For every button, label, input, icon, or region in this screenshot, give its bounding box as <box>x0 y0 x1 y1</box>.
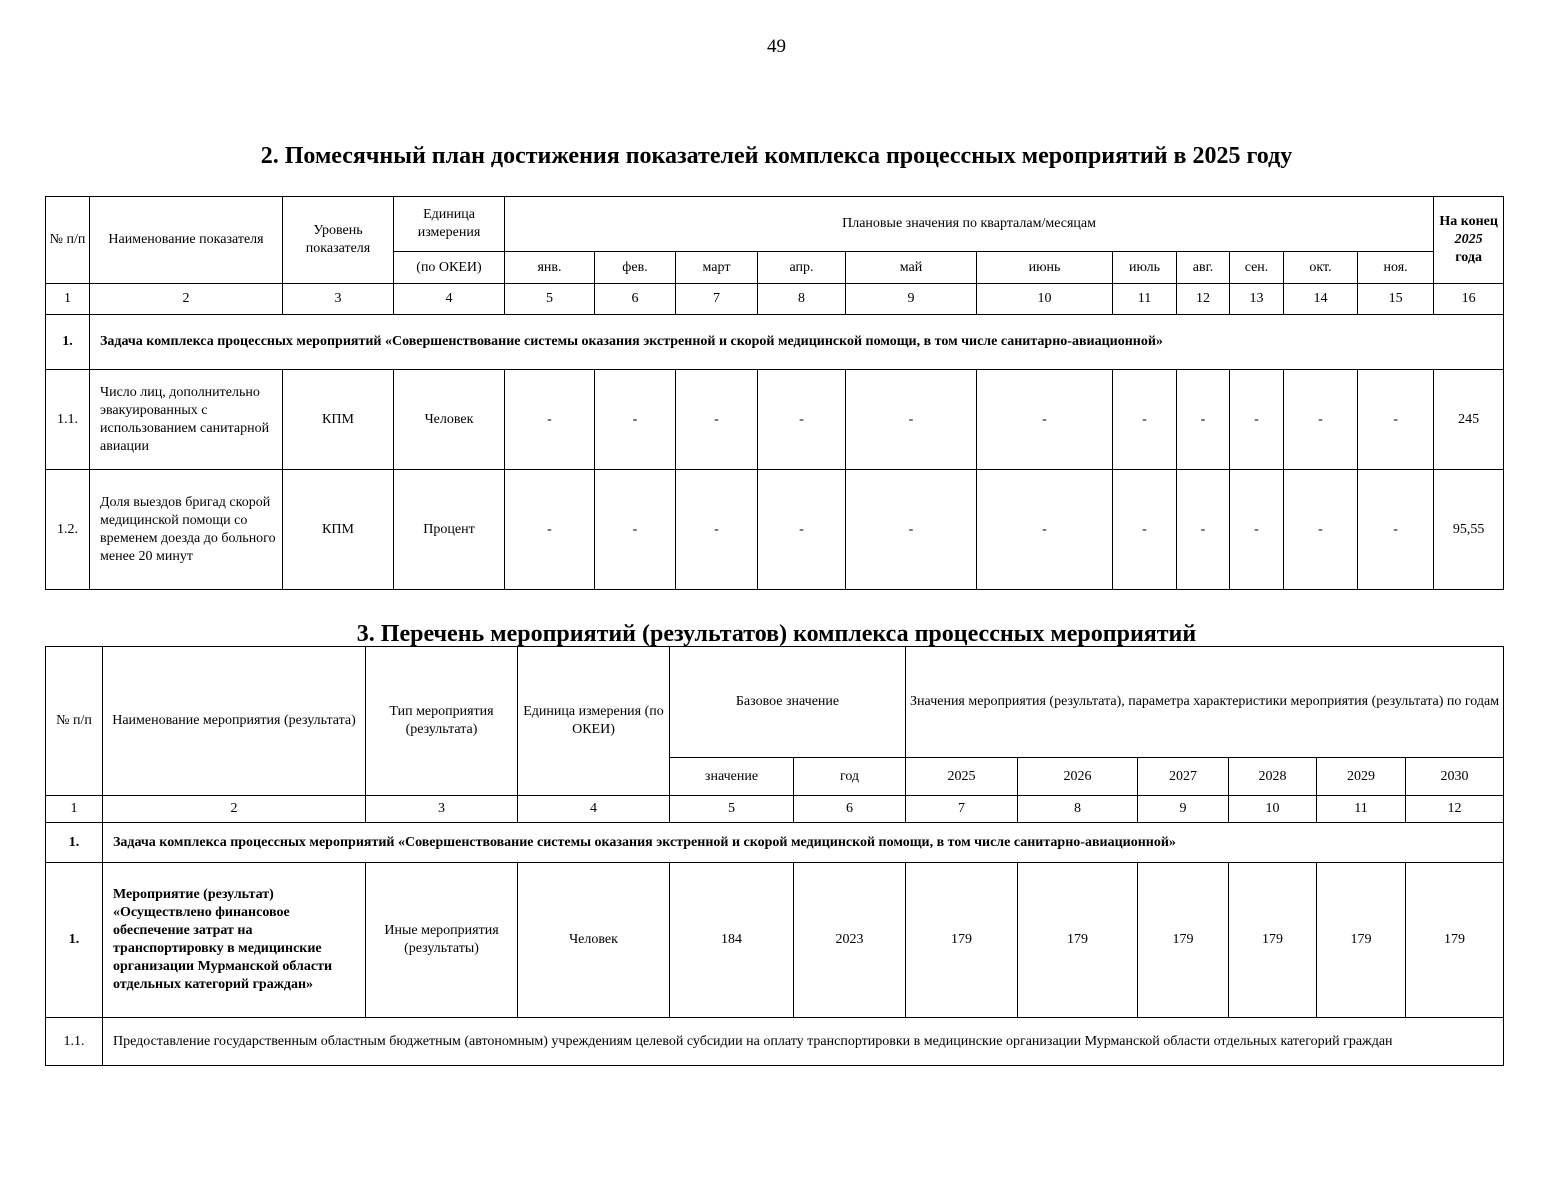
year-value: 179 <box>1229 863 1317 1018</box>
col-number: 4 <box>394 284 505 315</box>
col-number: 3 <box>283 284 394 315</box>
month-aug: авг. <box>1177 252 1230 284</box>
col-number: 12 <box>1406 796 1504 823</box>
month-jun: июнь <box>977 252 1113 284</box>
sub-text: Предоставление государственным областным бюджетным (автономным) учреждениям целевой субсидии на оплату транспортировки в медицинские организации Мурманской области отдельных категорий граждан <box>103 1018 1504 1066</box>
year-2026: 2026 <box>1018 758 1138 796</box>
table-row <box>46 470 1504 590</box>
end-year: 2025 <box>1454 232 1483 247</box>
event-type: Иные мероприятия (результаты) <box>366 863 518 1018</box>
month-value: - <box>676 470 758 590</box>
year-2025: 2025 <box>906 758 1018 796</box>
year-value: 179 <box>1317 863 1406 1018</box>
col-number: 9 <box>1138 796 1229 823</box>
month-value: - <box>1113 370 1177 470</box>
col-number: 15 <box>1358 284 1434 315</box>
col-number: 12 <box>1177 284 1230 315</box>
month-value: - <box>758 470 846 590</box>
col-header-level: Уровень показателя <box>283 197 394 284</box>
month-mar: март <box>676 252 758 284</box>
task-text: Задача комплекса процессных мероприятий «Совершенствование системы оказания экстренной и скорой медицинской помощи, в том числе санитарно-авиационной» <box>90 315 1504 370</box>
col-header-unit: Единица измерения <box>394 197 505 252</box>
col-number: 2 <box>103 796 366 823</box>
month-value: - <box>1358 370 1434 470</box>
col-number: 9 <box>846 284 977 315</box>
month-oct: окт. <box>1284 252 1358 284</box>
base-year: 2023 <box>794 863 906 1018</box>
col-number: 2 <box>90 284 283 315</box>
task-row <box>46 315 1504 370</box>
task-num: 1. <box>46 315 90 370</box>
year-2030: 2030 <box>1406 758 1504 796</box>
col-number: 6 <box>595 284 676 315</box>
year-value: 179 <box>1138 863 1229 1018</box>
col-number: 14 <box>1284 284 1358 315</box>
end-value: 245 <box>1434 370 1504 470</box>
col-number: 16 <box>1434 284 1504 315</box>
base-value: 184 <box>670 863 794 1018</box>
end-label-1: На конец <box>1439 214 1498 229</box>
month-value: - <box>1113 470 1177 590</box>
indicator-level: КПМ <box>283 370 394 470</box>
col-header-okei: (по ОКЕИ) <box>394 252 505 284</box>
month-value: - <box>505 470 595 590</box>
col-header-num: № п/п <box>46 647 103 796</box>
month-nov: ноя. <box>1358 252 1434 284</box>
col-number: 11 <box>1113 284 1177 315</box>
section2-title: 2. Помесячный план достижения показателей комплекса процессных мероприятий в 2025 году <box>260 143 1293 169</box>
event-name: Мероприятие (результат) «Осуществлено финансовое обеспечение затрат на транспортировку в медицинские организации Мурманской области отдельных категорий граждан» <box>103 863 366 1018</box>
col-header-name: Наименование показателя <box>90 197 283 284</box>
month-may: май <box>846 252 977 284</box>
year-2029: 2029 <box>1317 758 1406 796</box>
col-number: 1 <box>46 284 90 315</box>
month-value: - <box>846 470 977 590</box>
col-number: 5 <box>670 796 794 823</box>
col-header-type: Тип мероприятия (результата) <box>366 647 518 796</box>
month-jan: янв. <box>505 252 595 284</box>
month-value: - <box>1358 470 1434 590</box>
column-number-row <box>46 796 1504 823</box>
col-header-name: Наименование мероприятия (результата) <box>103 647 366 796</box>
col-number: 8 <box>1018 796 1138 823</box>
end-value: 95,55 <box>1434 470 1504 590</box>
month-value: - <box>977 470 1113 590</box>
month-value: - <box>676 370 758 470</box>
col-number: 10 <box>977 284 1113 315</box>
col-header-unit: Единица измерения (по ОКЕИ) <box>518 647 670 796</box>
col-number: 8 <box>758 284 846 315</box>
events-table <box>45 646 1504 1066</box>
col-header-base-value: значение <box>670 758 794 796</box>
col-number: 7 <box>676 284 758 315</box>
month-value: - <box>758 370 846 470</box>
col-number: 11 <box>1317 796 1406 823</box>
table-row <box>46 863 1504 1018</box>
table-row <box>46 1018 1504 1066</box>
col-number: 3 <box>366 796 518 823</box>
task-row <box>46 823 1504 863</box>
indicator-name: Число лиц, дополнительно эвакуированных с использованием санитарной авиации <box>90 370 283 470</box>
col-header-base-year: год <box>794 758 906 796</box>
col-number: 1 <box>46 796 103 823</box>
task-text: Задача комплекса процессных мероприятий «Совершенствование системы оказания экстренной и скорой медицинской помощи, в том числе санитарно-авиационной» <box>103 823 1504 863</box>
sub-num: 1.1. <box>46 1018 103 1066</box>
month-value: - <box>1177 370 1230 470</box>
indicator-name: Доля выездов бригад скорой медицинской помощи со временем доезда до больного менее 20 минут <box>90 470 283 590</box>
end-label-2: года <box>1455 250 1482 265</box>
month-value: - <box>1177 470 1230 590</box>
event-unit: Человек <box>518 863 670 1018</box>
month-value: - <box>1230 370 1284 470</box>
year-value: 179 <box>1018 863 1138 1018</box>
row-num: 1.1. <box>46 370 90 470</box>
month-jul: июль <box>1113 252 1177 284</box>
month-feb: фев. <box>595 252 676 284</box>
year-2027: 2027 <box>1138 758 1229 796</box>
col-header-planned: Плановые значения по кварталам/месяцам <box>505 197 1434 252</box>
month-value: - <box>505 370 595 470</box>
year-value: 179 <box>1406 863 1504 1018</box>
year-value: 179 <box>906 863 1018 1018</box>
col-header-values: Значения мероприятия (результата), параметра характеристики мероприятия (результата) по годам <box>906 647 1504 758</box>
col-number: 13 <box>1230 284 1284 315</box>
column-number-row <box>46 284 1504 315</box>
row-num: 1.2. <box>46 470 90 590</box>
month-value: - <box>846 370 977 470</box>
month-value: - <box>1230 470 1284 590</box>
table-row <box>46 370 1504 470</box>
col-number: 10 <box>1229 796 1317 823</box>
section3-title: 3. Перечень мероприятий (результатов) комплекса процессных мероприятий <box>356 621 1197 647</box>
col-header-end <box>1434 197 1504 284</box>
month-value: - <box>595 470 676 590</box>
col-number: 7 <box>906 796 1018 823</box>
page-number: 49 <box>767 36 786 57</box>
task-num: 1. <box>46 823 103 863</box>
month-value: - <box>595 370 676 470</box>
col-number: 6 <box>794 796 906 823</box>
indicator-unit: Процент <box>394 470 505 590</box>
monthly-plan-table <box>45 196 1504 590</box>
indicator-level: КПМ <box>283 470 394 590</box>
month-value: - <box>1284 470 1358 590</box>
month-value: - <box>1284 370 1358 470</box>
indicator-unit: Человек <box>394 370 505 470</box>
event-num: 1. <box>46 863 103 1018</box>
col-header-num: № п/п <box>46 197 90 284</box>
col-header-base: Базовое значение <box>670 647 906 758</box>
month-value: - <box>977 370 1113 470</box>
col-number: 5 <box>505 284 595 315</box>
col-number: 4 <box>518 796 670 823</box>
year-2028: 2028 <box>1229 758 1317 796</box>
month-apr: апр. <box>758 252 846 284</box>
month-sep: сен. <box>1230 252 1284 284</box>
